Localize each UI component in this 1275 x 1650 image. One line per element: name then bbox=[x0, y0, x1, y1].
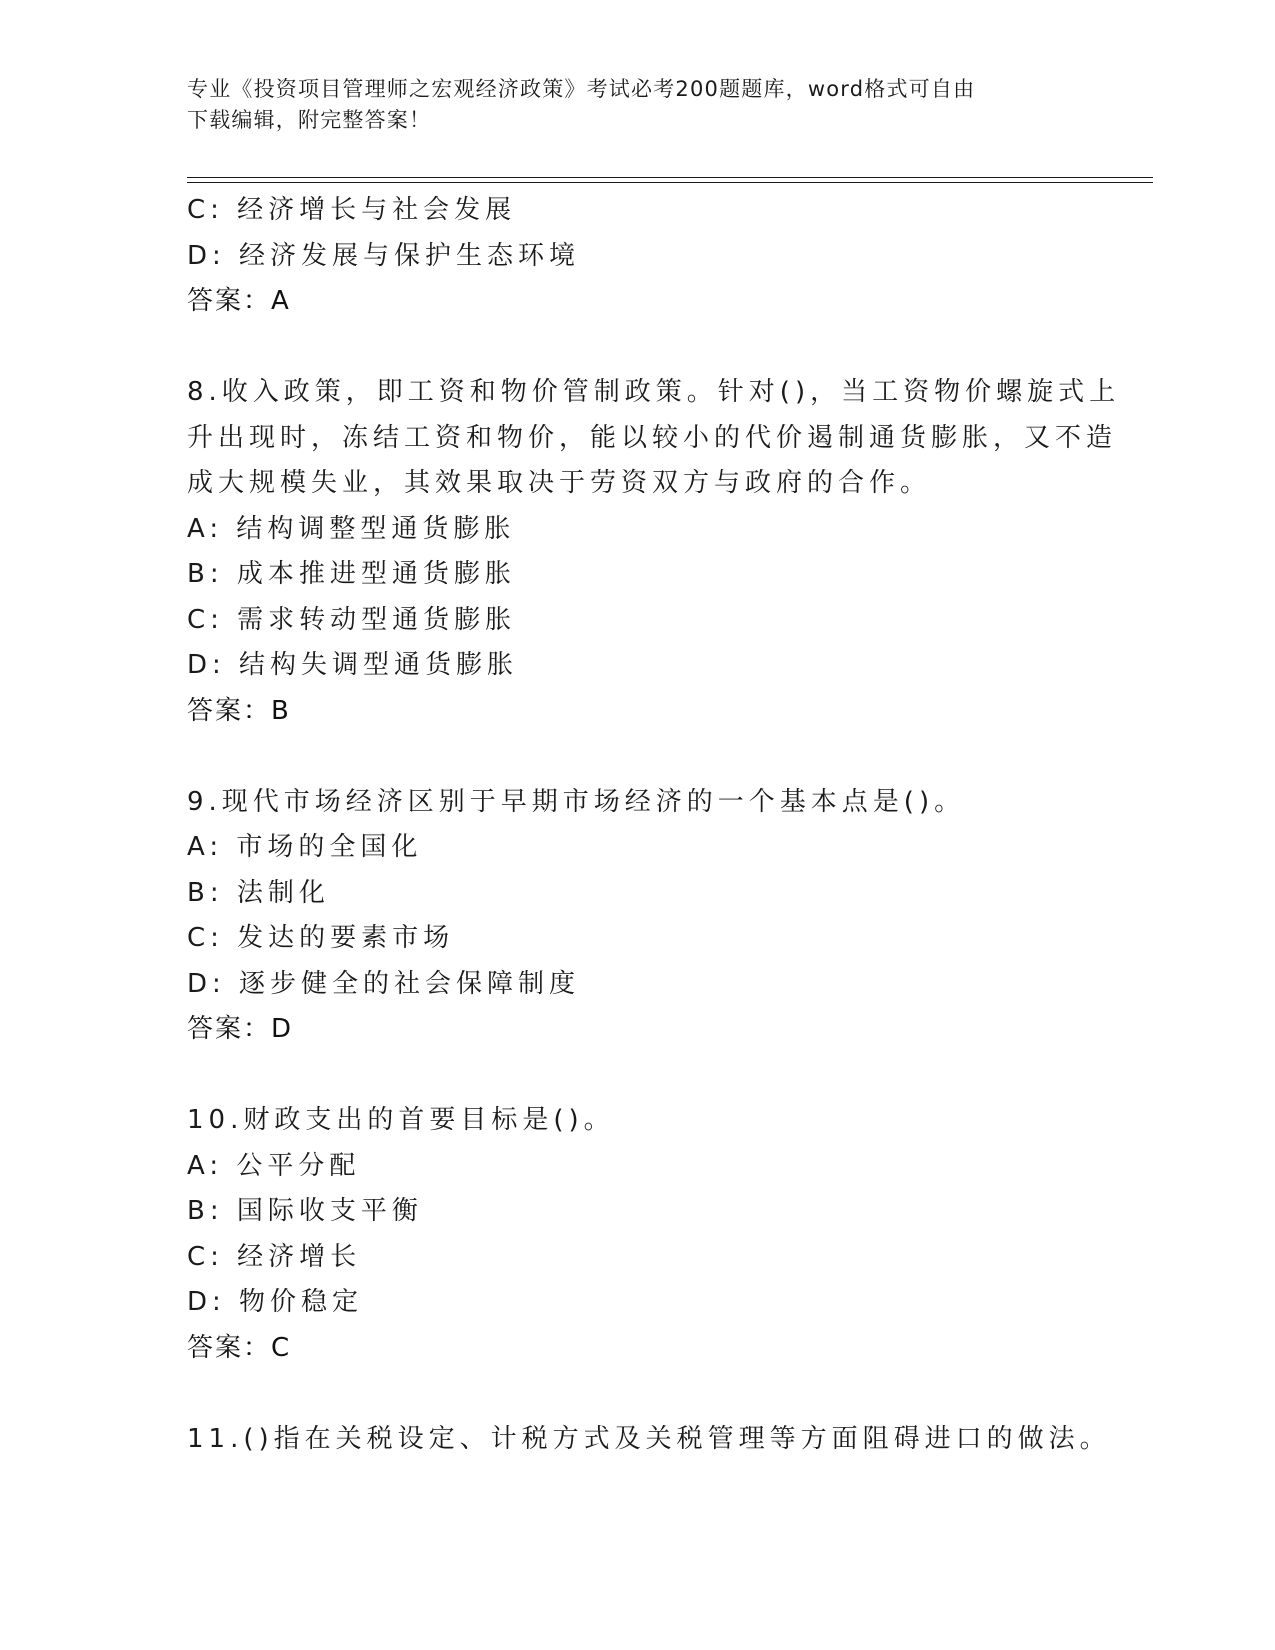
option-c: C: 经济增长与社会发展 bbox=[187, 195, 517, 225]
question-11 bbox=[187, 1417, 1111, 1463]
answer: 答案：A bbox=[187, 286, 291, 316]
question-stem-line: 11.()指在关税设定、计税方式及关税管理等方面阻碍进口的做法。 bbox=[187, 1423, 1111, 1454]
question-stem-line: 8.收入政策，即工资和物价管制政策。针对()，当工资物价螺旋式上 bbox=[187, 377, 1121, 407]
option-a: A: 公平分配 bbox=[187, 1150, 361, 1181]
answer: 答案：B bbox=[187, 695, 291, 726]
option-d: D: 结构失调型通货膨胀 bbox=[187, 650, 519, 680]
spacer bbox=[187, 734, 1087, 780]
spacer bbox=[187, 325, 1087, 371]
option-c: C: 经济增长 bbox=[187, 1241, 362, 1272]
option-c: C: 需求转动型通货膨胀 bbox=[187, 604, 517, 635]
question-stem-line: 成大规模失业，其效果取决于劳资双方与政府的合作。 bbox=[187, 468, 932, 498]
question-8 bbox=[187, 370, 1121, 734]
question-stem-line: 9.现代市场经济区别于早期市场经济的一个基本点是()。 bbox=[187, 786, 966, 817]
option-d: D: 经济发展与保护生态环境 bbox=[187, 240, 581, 271]
question-7-continued bbox=[187, 188, 1087, 325]
spacer bbox=[187, 1371, 1087, 1417]
header-line-1: 专业《投资项目管理师之宏观经济政策》考试必考200题题库，word格式可自由 bbox=[187, 77, 976, 101]
option-d: D: 逐步健全的社会保障制度 bbox=[187, 968, 581, 999]
answer: 答案：D bbox=[187, 1014, 294, 1044]
option-b: B: 国际收支平衡 bbox=[187, 1196, 423, 1226]
option-b: B: 成本推进型通货膨胀 bbox=[187, 559, 516, 589]
header-divider-top bbox=[187, 177, 1153, 178]
option-a: A: 市场的全国化 bbox=[187, 832, 423, 862]
option-d: D: 物价稳定 bbox=[187, 1287, 364, 1317]
spacer bbox=[187, 1053, 1087, 1099]
option-a: A: 结构调整型通货膨胀 bbox=[187, 513, 516, 544]
option-c: C: 发达的要素市场 bbox=[187, 923, 455, 953]
document-header bbox=[187, 74, 1067, 136]
question-stem-line: 升出现时，冻结工资和物价，能以较小的代价遏制通货膨胀，又不造 bbox=[187, 422, 1118, 453]
question-9 bbox=[187, 780, 1087, 1053]
option-b: B: 法制化 bbox=[187, 877, 330, 908]
header-divider-bottom bbox=[187, 182, 1153, 183]
question-stem-line: 10.财政支出的首要目标是()。 bbox=[187, 1105, 615, 1135]
header-line-2: 下载编辑，附完整答案！ bbox=[187, 108, 432, 132]
question-10 bbox=[187, 1098, 1087, 1371]
answer: 答案：C bbox=[187, 1332, 292, 1363]
question-list bbox=[187, 188, 1121, 1462]
